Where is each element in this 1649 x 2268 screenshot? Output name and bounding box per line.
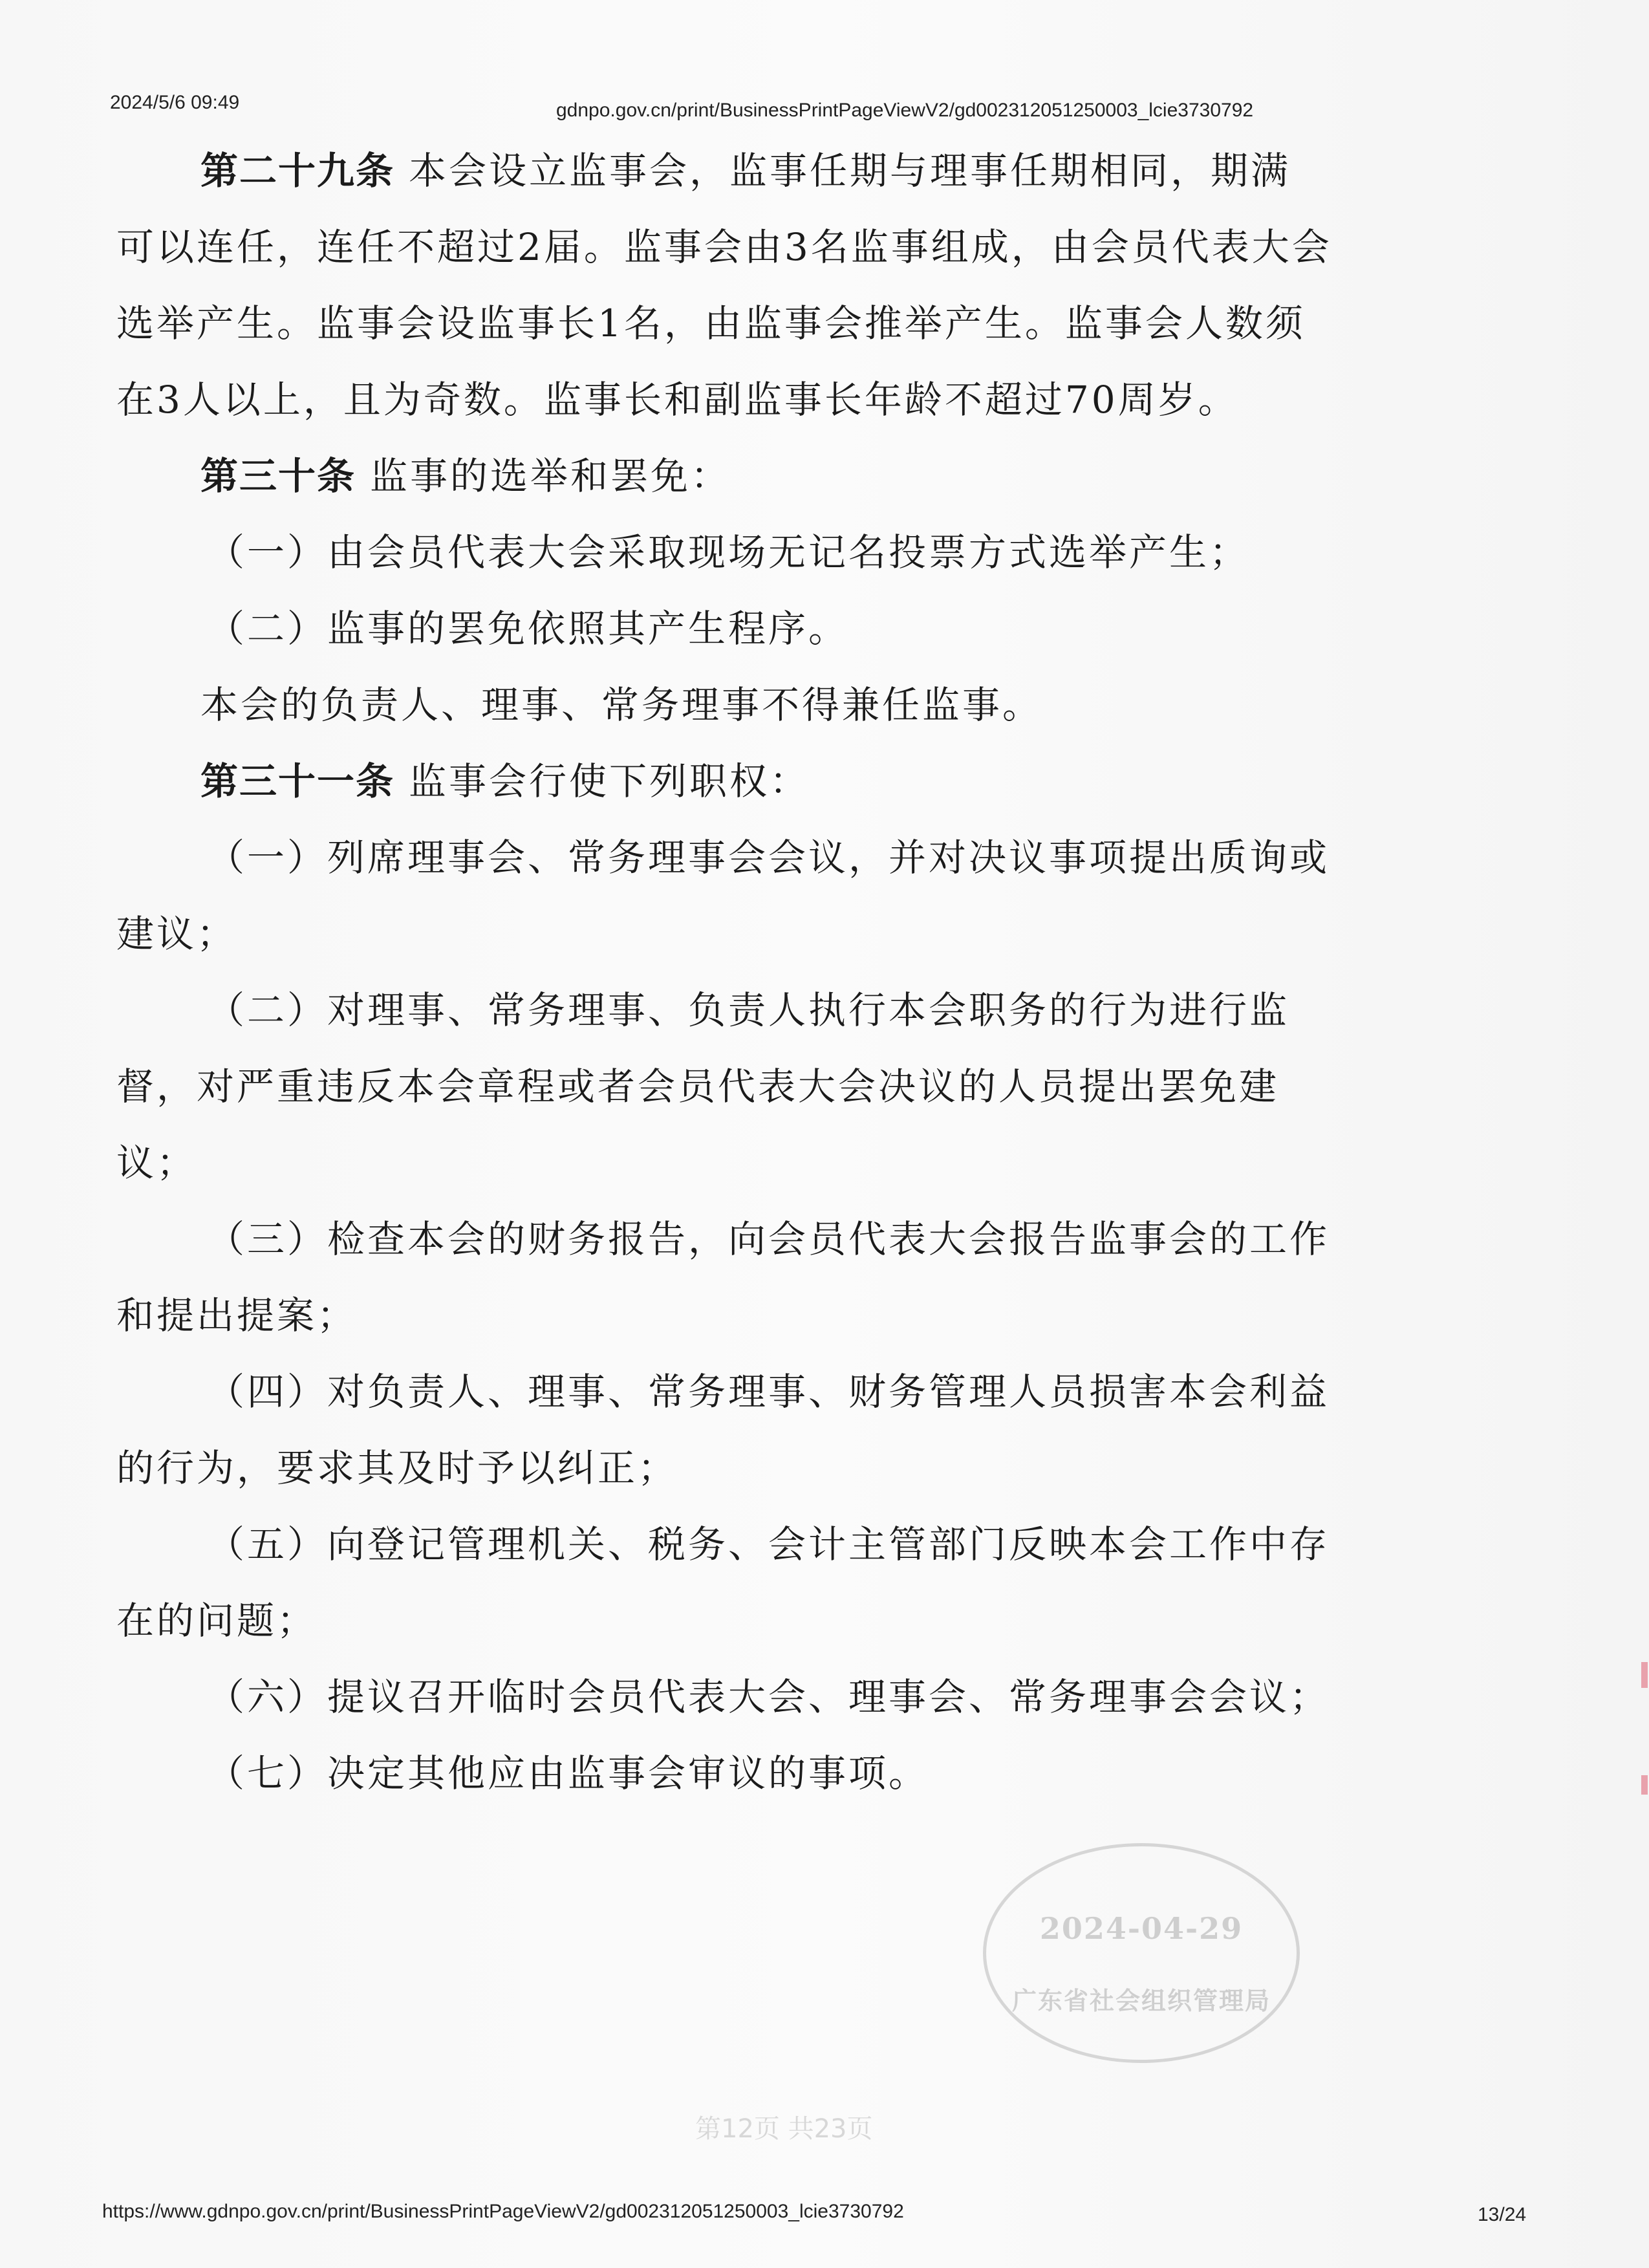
paragraph-line: 可以连任，连任不超过2届。监事会由3名监事组成，由会员代表大会 [116, 225, 1332, 269]
faint-page-number: 第12页 共23页 [695, 2114, 873, 2144]
list-item: （四）对负责人、理事、常务理事、财务管理人员损害本会利益 [207, 1370, 1330, 1414]
scan-edge-mark [1641, 1662, 1648, 1688]
paragraph-line: 本会的负责人、理事、常务理事不得兼任监事。 [200, 683, 1043, 727]
list-item: （一）列席理事会、常务理事会会议，并对决议事项提出质询或 [207, 836, 1330, 880]
print-date: 2024/5/6 09:49 [110, 92, 240, 113]
list-item: （五）向登记管理机关、税务、会计主管部门反映本会工作中存 [207, 1522, 1330, 1566]
paragraph-line: 选举产生。监事会设监事长1名，由监事会推举产生。监事会人数须 [116, 301, 1306, 345]
list-item: （二）对理事、常务理事、负责人执行本会职务的行为进行监 [207, 988, 1290, 1032]
print-url: gdnpo.gov.cn/print/BusinessPrintPageViewV2/gd002312051250003_lcie3730792 [556, 100, 1254, 121]
list-item: （一）由会员代表大会采取现场无记名投票方式选举产生； [207, 530, 1250, 574]
list-item: （三）检查本会的财务报告，向会员代表大会报告监事会的工作 [207, 1217, 1330, 1261]
list-item: （二）监事的罢免依照其产生程序。 [207, 607, 849, 651]
paragraph-text: 监事会行使下列职权： [409, 759, 810, 803]
article-title: 第二十九条 [200, 149, 395, 193]
official-seal [983, 1843, 1300, 2063]
seal-date: 2024-04-29 [1039, 1911, 1244, 1946]
paragraph-line: 议； [116, 1141, 197, 1185]
article-30-line-1 [116, 438, 1384, 514]
page-count: 13/24 [1478, 2204, 1527, 2225]
paragraph-line: 在3人以上，且为奇数。监事长和副监事长年龄不超过70周岁。 [116, 378, 1238, 422]
article-29-line-1 [116, 133, 1384, 209]
paragraph-line: 在的问题； [116, 1599, 318, 1643]
paragraph-text: 监事的选举和罢免： [370, 454, 731, 498]
list-item: （七）决定其他应由监事会审议的事项。 [207, 1751, 929, 1795]
article-title: 第三十一条 [200, 759, 395, 803]
article-title: 第三十条 [200, 454, 356, 498]
paragraph-line: 的行为，要求其及时予以纠正； [116, 1446, 678, 1490]
paragraph-line: 督，对严重违反本会章程或者会员代表大会决议的人员提出罢免建 [116, 1064, 1280, 1108]
article-31-line-1 [116, 743, 1384, 819]
paragraph-line: 建议； [116, 912, 237, 956]
scan-edge-mark [1641, 1775, 1648, 1795]
paragraph-text: 本会设立监事会，监事任期与理事任期相同，期满 [409, 149, 1291, 193]
document-body [116, 133, 1384, 1811]
seal-org: 广东省社会组织管理局 [1011, 1987, 1271, 2015]
paragraph-line: 和提出提案； [116, 1293, 358, 1337]
list-item: （六）提议召开临时会员代表大会、理事会、常务理事会会议； [207, 1675, 1330, 1719]
footer-url: https://www.gdnpo.gov.cn/print/BusinessPrintPageViewV2/gd002312051250003_lcie3730792 [102, 2201, 904, 2222]
